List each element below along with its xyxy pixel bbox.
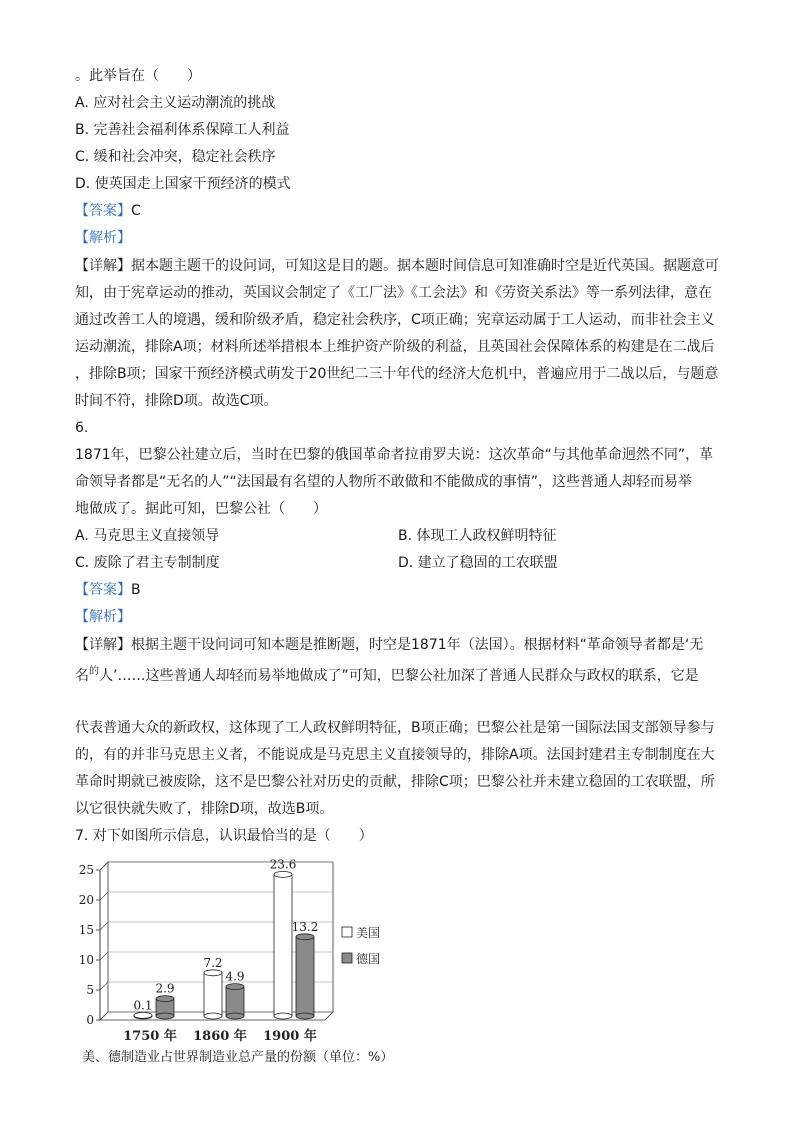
- bar-usa: [204, 973, 222, 1016]
- bar-value-label: 0.1: [133, 998, 153, 1013]
- bar-value-label: 2.9: [155, 981, 175, 996]
- bar-top: [156, 996, 174, 1002]
- bar-base: [226, 1013, 244, 1019]
- q5-option-c: C. 缓和社会冲突，稳定社会秩序: [75, 149, 276, 165]
- bar-base: [274, 1013, 292, 1019]
- q5-detail-line: 时间不符，排除D项。故选C项。: [75, 393, 278, 409]
- legend-swatch: [342, 927, 352, 937]
- q5-detail-line: 通过改善工人的境遇，缓和阶级矛盾，稳定社会秩序，C项正确；宪章运动属于工人运动，而非社会主义: [75, 312, 715, 328]
- q5-detail-line: [75, 254, 719, 278]
- detail-text: 据本题主题干的设问词，可知这是目的题。据本题时间信息可知准确时空是近代英国。据题意可: [131, 258, 719, 274]
- q5-analysis-label: 【解析】: [75, 230, 131, 246]
- bar-germany: [226, 987, 244, 1016]
- q6-detail-line: 的，有的并非马克思主义者，不能说成是马克思主义直接领导的，排除A项。法国封建君主专制制度在大: [75, 747, 715, 763]
- q5-detail-line: ，排除B项；国家干预经济模式萌发于20世纪二三十年代的经济大危机中，普遍应用于二战以后，与题意: [75, 366, 719, 382]
- q6-detail-line: 革命时期就已被废除，这不是巴黎公社对历史的贡献，排除C项；巴黎公社并未建立稳固的工农联盟，所: [75, 774, 715, 790]
- q6-option-c: C. 废除了君主专制制度: [75, 555, 220, 571]
- q6-analysis-label: 【解析】: [75, 609, 131, 625]
- bar-top: [296, 934, 314, 940]
- q6-answer: [75, 578, 141, 602]
- q5-option-a: A. 应对社会主义运动潮流的挑战: [75, 95, 276, 111]
- q6-detail-line: [75, 633, 703, 657]
- answer-value: B: [131, 582, 141, 598]
- y-tick-label: 25: [78, 863, 94, 877]
- q5-option-b: B. 完善社会福利体系保障工人利益: [75, 122, 290, 138]
- answer-value: C: [131, 203, 141, 219]
- x-tick-label: 1900 年: [263, 1029, 317, 1044]
- q6-option-d: D. 建立了稳固的工农联盟: [398, 555, 558, 571]
- detail-label: 【详解】: [75, 637, 131, 653]
- bar-base: [204, 1013, 222, 1019]
- bar-top: [226, 984, 244, 990]
- legend-label: 美国: [356, 926, 381, 940]
- bar-value-label: 7.2: [203, 955, 223, 970]
- bar-top: [204, 970, 222, 976]
- q6-stem-line: 地做成了。据此可知，巴黎公社（ ）: [75, 501, 327, 517]
- q6-number: 6.: [75, 420, 89, 436]
- q6-stem-line: 1871年，巴黎公社建立后，当时在巴黎的俄国革命者拉甫罗夫说：这次革命“与其他革命迥然不同”，革: [75, 447, 714, 463]
- detail-text: 人’……这些普通人却轻而易举地做成了”可知，巴黎公社加深了普通人民群众与政权的联系，它是: [99, 668, 699, 684]
- bar-germany: [296, 937, 314, 1016]
- q6-detail-line: [75, 664, 699, 690]
- detail-text: 根据主题干设问词可知本题是推断题，时空是1871年（法国）。根据材料“革命领导者都是‘无: [131, 637, 704, 653]
- detail-label: 【详解】: [75, 258, 131, 274]
- bar-value-label: 4.9: [225, 969, 245, 984]
- detail-text: 名: [75, 668, 89, 684]
- chart-side-wall: [100, 862, 108, 1020]
- q7-stem: 7. 对下如图所示信息，认识最恰当的是（ ）: [75, 828, 373, 844]
- bar-top: [274, 871, 292, 877]
- y-tick-label: 10: [78, 953, 94, 967]
- q6-detail-line: 代表普通大众的新政权，这体现了工人政权鲜明特征，B项正确；巴黎公社是第一国际法国支部领导参与: [75, 720, 715, 736]
- y-tick-label: 5: [86, 983, 94, 997]
- q5-detail-line: 运动潮流，排除A项；材料所述举措根本上维护资产阶级的利益，且英国社会保障体系的构建是在二战后: [75, 339, 715, 355]
- y-tick-label: 15: [78, 923, 94, 937]
- bar-usa: [274, 874, 292, 1016]
- y-tick-label: 0: [86, 1013, 94, 1027]
- bar-base: [156, 1013, 174, 1019]
- bar-value-label: 23.6: [269, 857, 297, 872]
- legend-swatch: [342, 953, 352, 963]
- q6-option-b: B. 体现工人政权鲜明特征: [398, 528, 557, 544]
- x-tick-label: 1750 年: [123, 1029, 177, 1044]
- manufacturing-share-chart: [70, 855, 381, 1045]
- bar-top: [134, 1012, 152, 1018]
- q6-option-a: A. 马克思主义直接领导: [75, 528, 220, 544]
- y-tick-label: 20: [78, 893, 94, 907]
- x-tick-label: 1860 年: [193, 1029, 247, 1044]
- legend-label: 德国: [356, 952, 381, 966]
- q5-option-d: D. 使英国走上国家干预经济的模式: [75, 176, 291, 192]
- bar-value-label: 13.2: [291, 919, 319, 934]
- q5-answer: [75, 199, 141, 223]
- chart-caption: 美、德制造业占世界制造业总产量的份额（单位：%）: [82, 1050, 394, 1065]
- q6-stem-line: 命领导者都是“无名的人”“法国最有名望的人物所不敢做和不能做成的事情”，这些普通人却轻而易举: [75, 474, 693, 490]
- answer-label: 【答案】: [75, 203, 131, 219]
- q5-stem-tail: 。此举旨在（ ）: [75, 68, 201, 84]
- answer-label: 【答案】: [75, 582, 131, 598]
- q5-detail-line: 知，由于宪章运动的推动，英国议会制定了《工厂法》《工会法》和《劳资关系法》等一系列法律，意在: [75, 285, 712, 301]
- q6-detail-line: 以它很快就失败了，排除D项，故选B项。: [75, 801, 334, 817]
- bar-base: [296, 1013, 314, 1019]
- detail-superscript: 的: [89, 666, 99, 677]
